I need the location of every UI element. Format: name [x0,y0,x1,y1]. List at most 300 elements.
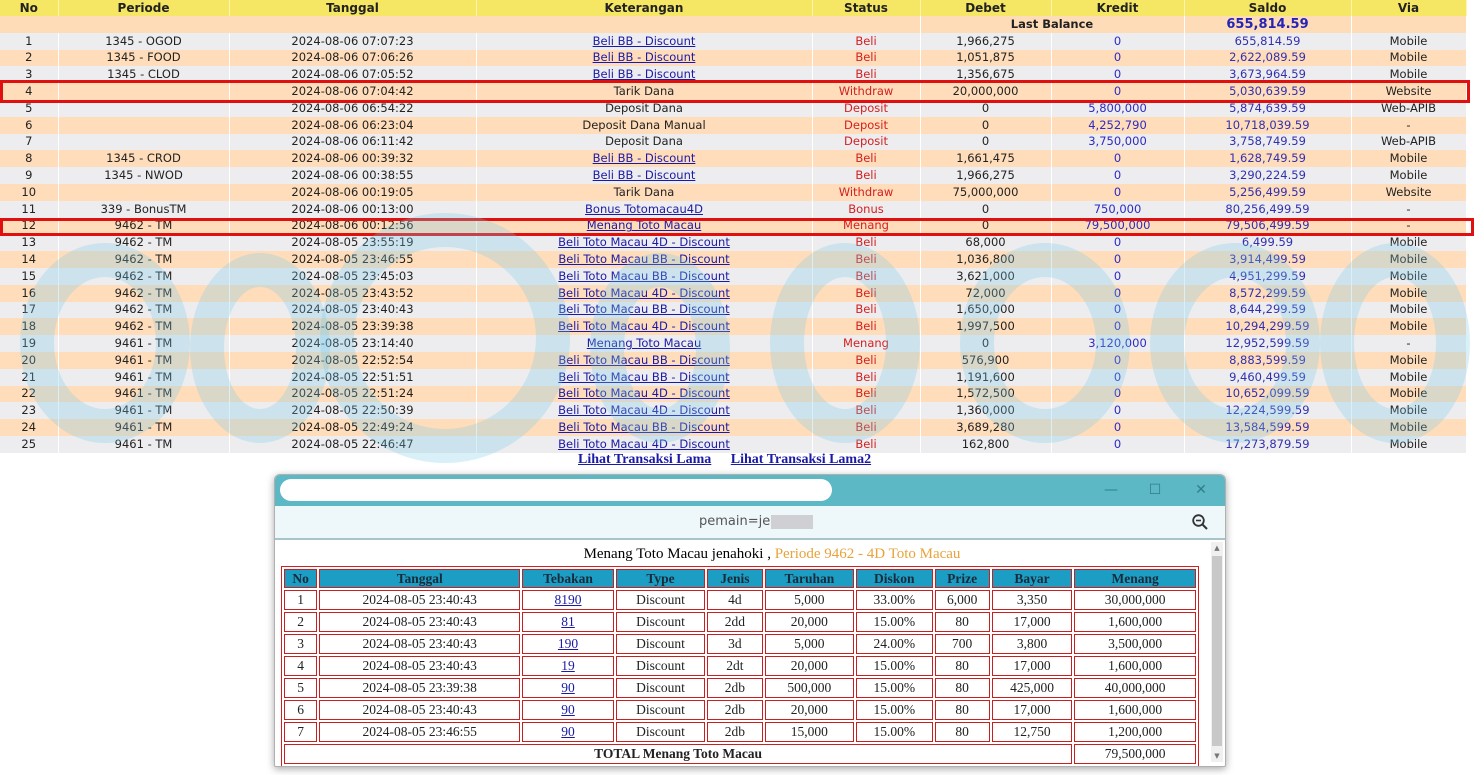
wcell-tanggal: 2024-08-05 23:39:38 [319,678,520,698]
table-row [0,33,1466,50]
wcell-tanggal: 2024-08-05 23:40:43 [319,590,520,610]
cell-saldo: 3,290,224.59 [1184,167,1351,184]
cell-via: Mobile [1351,33,1466,50]
cell-no: 19 [0,335,58,352]
table-row [0,83,1466,100]
close-button[interactable]: ✕ [1195,482,1207,498]
wcell-type: Discount [616,612,706,632]
cell-tanggal: 2024-08-06 07:04:42 [229,83,476,100]
wcol-no: No [284,569,317,588]
cell-saldo: 80,256,499.59 [1184,201,1351,218]
cell-via: - [1351,201,1466,218]
cell-via: Mobile [1351,167,1466,184]
cell-debet: 0 [920,201,1051,218]
cell-periode: 9462 - TM [58,302,229,319]
cell-debet: 1,661,475 [920,150,1051,167]
cell-periode: 339 - BonusTM [58,201,229,218]
cell-via: Mobile [1351,386,1466,403]
cell-debet: 72,000 [920,285,1051,302]
cell-kredit: 0 [1051,285,1184,302]
wcol-jenis: Jenis [707,569,762,588]
cell-no: 25 [0,436,58,453]
wcol-bayar: Bayar [992,569,1072,588]
cell-periode: 1345 - OGOD [58,33,229,50]
cell-keterangan: Deposit Dana [476,134,812,151]
cell-saldo: 8,883,599.59 [1184,352,1351,369]
cell-periode: 1345 - NWOD [58,167,229,184]
cell-no: 4 [0,83,58,100]
cell-no: 20 [0,352,58,369]
cell-keterangan: Tarik Dana [476,83,812,100]
cell-debet: 1,356,675 [920,66,1051,83]
cell-status: Beli [812,285,920,302]
cell-status: Beli [812,302,920,319]
cell-periode [58,117,229,134]
cell-periode: 9462 - TM [58,285,229,302]
wcell-taruhan: 5,000 [765,590,855,610]
table-row [0,201,1466,218]
cell-tanggal: 2024-08-05 23:39:38 [229,318,476,335]
tebakan-link[interactable]: 190 [557,636,579,651]
cell-kredit: 0 [1051,167,1184,184]
keterangan-link[interactable]: Beli Toto Macau 4D - Discount [558,319,730,334]
keterangan-link[interactable]: Beli Toto Macau BB - Discount [558,420,730,435]
cell-status: Bonus [812,201,920,218]
wcell-bayar: 12,750 [992,722,1072,742]
table-row [0,402,1466,419]
cell-periode: 1345 - CLOD [58,66,229,83]
keterangan-link[interactable]: Beli Toto Macau 4D - Discount [558,403,730,418]
cell-keterangan [476,386,812,403]
wcell-taruhan: 15,000 [765,722,855,742]
keterangan-link[interactable]: Beli Toto Macau BB - Discount [558,268,730,283]
cell-periode: 1345 - FOOD [58,50,229,67]
wcell-jenis: 2db [707,678,762,698]
cell-debet: 1,650,000 [920,302,1051,319]
keterangan-link[interactable]: Bonus Totomacau4D [585,201,703,216]
cell-debet: 0 [920,218,1051,235]
keterangan-link[interactable]: Beli Toto Macau 4D - Discount [558,436,730,451]
cell-tanggal: 2024-08-05 22:52:54 [229,352,476,369]
cell-debet: 576,900 [920,352,1051,369]
cell-no: 11 [0,201,58,218]
popup-scrollbar[interactable] [1211,542,1223,762]
cell-kredit: 0 [1051,436,1184,453]
wcell-bayar: 17,000 [992,656,1072,676]
cell-status: Menang [812,218,920,235]
older-transactions-links [578,452,887,468]
cell-debet: 1,572,500 [920,386,1051,403]
cell-kredit: 0 [1051,352,1184,369]
cell-tanggal: 2024-08-05 22:50:39 [229,402,476,419]
cell-keterangan [476,369,812,386]
winnings-row [284,612,1196,632]
wcol-tanggal: Tanggal [319,569,520,588]
cell-no: 12 [0,218,58,235]
wcol-tebakan: Tebakan [522,569,614,588]
cell-periode [58,134,229,151]
cell-no: 23 [0,402,58,419]
winnings-table [281,566,1199,766]
wcell-no: 7 [284,722,317,742]
cell-tanggal: 2024-08-06 07:07:23 [229,33,476,50]
wcol-prize: Prize [935,569,990,588]
cell-debet: 0 [920,117,1051,134]
cell-status: Beli [812,402,920,419]
wcell-diskon: 33.00% [856,590,932,610]
wcell-taruhan: 5,000 [765,634,855,654]
cell-no: 6 [0,117,58,134]
cell-via: Mobile [1351,318,1466,335]
cell-debet: 1,997,500 [920,318,1051,335]
cell-kredit: 0 [1051,234,1184,251]
cell-via: Mobile [1351,251,1466,268]
cell-no: 1 [0,33,58,50]
wcell-tanggal: 2024-08-05 23:40:43 [319,700,520,720]
wcell-diskon: 24.00% [856,634,932,654]
cell-tanggal: 2024-08-05 23:45:03 [229,268,476,285]
cell-tanggal: 2024-08-06 00:38:55 [229,167,476,184]
cell-kredit: 3,750,000 [1051,134,1184,151]
wcell-tebakan [522,612,614,632]
cell-kredit: 3,120,000 [1051,335,1184,352]
scroll-thumb[interactable] [1212,556,1222,746]
cell-periode: 9461 - TM [58,419,229,436]
cell-keterangan [476,33,812,50]
total-value: 79,500,000 [1074,744,1196,764]
col-debet: Debet [920,0,1051,16]
winnings-row [284,722,1196,742]
zoom-out-icon[interactable] [1191,513,1209,531]
wcell-tanggal: 2024-08-05 23:40:43 [319,656,520,676]
last-balance-label: Last Balance [920,16,1184,33]
wcell-no: 4 [284,656,317,676]
table-row [0,436,1466,453]
col-kredit: Kredit [1051,0,1184,16]
tebakan-link[interactable]: 90 [561,702,575,717]
cell-no: 21 [0,369,58,386]
heading-periode: Periode 9462 - 4D Toto Macau [774,546,961,562]
tebakan-link[interactable]: 8190 [554,592,582,607]
wcell-prize: 80 [935,678,990,698]
minimize-button[interactable]: — [1104,482,1118,498]
table-row [0,386,1466,403]
keterangan-link[interactable]: Beli Toto Macau 4D - Discount [558,235,730,250]
popup-title-field [280,479,832,501]
cell-no: 10 [0,184,58,201]
cell-periode: 9462 - TM [58,218,229,235]
cell-periode: 1345 - CROD [58,150,229,167]
keterangan-link[interactable]: Beli Toto Macau 4D - Discount [558,285,730,300]
col-keterangan: Keterangan [476,0,812,16]
total-row [284,744,1196,764]
cell-via: Web-APIB [1351,100,1466,117]
wcell-taruhan: 20,000 [765,656,855,676]
table-row [0,335,1466,352]
redacted-mask [771,515,813,529]
cell-periode: 9461 - TM [58,436,229,453]
wcell-taruhan: 500,000 [765,678,855,698]
keterangan-link[interactable]: Menang Toto Macau [586,218,702,233]
keterangan-link[interactable]: Beli BB - Discount [592,33,696,48]
col-periode: Periode [58,0,229,16]
cell-keterangan [476,302,812,319]
keterangan-link[interactable]: Beli Toto Macau BB - Discount [558,252,730,267]
cell-no: 16 [0,285,58,302]
cell-via: Mobile [1351,268,1466,285]
cell-saldo: 5,874,639.59 [1184,100,1351,117]
cell-status: Beli [812,234,920,251]
col-via: Via [1351,0,1466,16]
cell-tanggal: 2024-08-06 07:06:26 [229,50,476,67]
cell-no: 8 [0,150,58,167]
wcell-prize: 80 [935,722,990,742]
wcell-menang: 40,000,000 [1074,678,1196,698]
cell-via: Mobile [1351,402,1466,419]
table-row [0,352,1466,369]
cell-status: Beli [812,268,920,285]
cell-via: - [1351,117,1466,134]
cell-no: 15 [0,268,58,285]
wcol-diskon: Diskon [856,569,932,588]
scroll-up-icon[interactable]: ▲ [1214,544,1220,552]
wcell-menang: 1,200,000 [1074,722,1196,742]
popup-address-bar[interactable] [275,506,1225,540]
table-row [0,66,1466,83]
keterangan-link[interactable]: Menang Toto Macau [586,336,702,351]
wcol-menang: Menang [1074,569,1196,588]
cell-kredit: 0 [1051,402,1184,419]
keterangan-link[interactable]: Beli Toto Macau 4D - Discount [558,386,730,401]
cell-periode: 9462 - TM [58,268,229,285]
wcell-diskon: 15.00% [856,656,932,676]
cell-debet: 1,051,875 [920,50,1051,67]
cell-debet: 3,689,280 [920,419,1051,436]
cell-status: Beli [812,33,920,50]
cell-periode: 9461 - TM [58,335,229,352]
cell-kredit: 4,252,790 [1051,117,1184,134]
wcell-tanggal: 2024-08-05 23:40:43 [319,612,520,632]
cell-keterangan [476,335,812,352]
winnings-row [284,634,1196,654]
wcell-no: 1 [284,590,317,610]
cell-status: Beli [812,318,920,335]
cell-keterangan [476,150,812,167]
cell-via: Website [1351,83,1466,100]
wcell-bayar: 425,000 [992,678,1072,698]
wcell-tebakan [522,656,614,676]
keterangan-link[interactable]: Beli Toto Macau BB - Discount [558,369,730,384]
cell-status: Beli [812,369,920,386]
table-row [0,50,1466,67]
cell-status: Beli [812,352,920,369]
cell-debet: 0 [920,335,1051,352]
keterangan-link[interactable]: Beli BB - Discount [592,50,696,65]
col-no: No [0,0,58,16]
wcell-type: Discount [616,700,706,720]
wcell-bayar: 3,350 [992,590,1072,610]
wcell-type: Discount [616,722,706,742]
wcell-menang: 1,600,000 [1074,612,1196,632]
wcell-tebakan [522,700,614,720]
last-balance-row [0,16,1466,33]
cell-via: Mobile [1351,369,1466,386]
tebakan-link[interactable]: 19 [561,658,575,673]
cell-tanggal: 2024-08-06 00:39:32 [229,150,476,167]
cell-tanggal: 2024-08-06 00:12:56 [229,218,476,235]
wcell-no: 3 [284,634,317,654]
cell-saldo: 13,584,599.59 [1184,419,1351,436]
cell-via: - [1351,335,1466,352]
cell-kredit: 0 [1051,33,1184,50]
cell-status: Beli [812,436,920,453]
cell-debet: 3,621,000 [920,268,1051,285]
cell-debet: 75,000,000 [920,184,1051,201]
table-row [0,302,1466,319]
wcell-jenis: 2db [707,700,762,720]
wcell-bayar: 3,800 [992,634,1072,654]
wcell-type: Discount [616,590,706,610]
wcell-prize: 700 [935,634,990,654]
wcell-jenis: 2db [707,722,762,742]
cell-debet: 162,800 [920,436,1051,453]
cell-via: Mobile [1351,150,1466,167]
cell-keterangan: Deposit Dana Manual [476,117,812,134]
wcell-prize: 80 [935,656,990,676]
wcell-bayar: 17,000 [992,612,1072,632]
cell-saldo: 4,951,299.59 [1184,268,1351,285]
cell-saldo: 10,718,039.59 [1184,117,1351,134]
wcell-taruhan: 20,000 [765,612,855,632]
cell-saldo: 8,572,299.59 [1184,285,1351,302]
cell-no: 5 [0,100,58,117]
table-header [0,0,1466,16]
col-status: Status [812,0,920,16]
table-row [0,150,1466,167]
wcell-menang: 1,600,000 [1074,700,1196,720]
cell-status: Beli [812,66,920,83]
cell-kredit: 750,000 [1051,201,1184,218]
table-row [0,251,1466,268]
cell-keterangan [476,251,812,268]
col-tanggal: Tanggal [229,0,476,16]
popup-titlebar[interactable] [275,475,1225,506]
cell-keterangan [476,201,812,218]
table-row [0,134,1466,151]
cell-keterangan [476,234,812,251]
cell-no: 9 [0,167,58,184]
keterangan-link[interactable]: Beli Toto Macau BB - Discount [558,352,730,367]
older-transactions-link[interactable]: Lihat Transaksi Lama [578,452,712,467]
cell-saldo: 5,030,639.59 [1184,83,1351,100]
wcell-menang: 1,600,000 [1074,656,1196,676]
cell-periode: 9461 - TM [58,352,229,369]
address-text [699,514,813,529]
wcell-menang: 30,000,000 [1074,590,1196,610]
cell-status: Deposit [812,117,920,134]
wcell-jenis: 2dt [707,656,762,676]
cell-kredit: 0 [1051,369,1184,386]
cell-keterangan [476,419,812,436]
cell-tanggal: 2024-08-05 23:14:40 [229,335,476,352]
winnings-row [284,656,1196,676]
cell-kredit: 0 [1051,150,1184,167]
cell-status: Withdraw [812,83,920,100]
cell-kredit: 5,800,000 [1051,100,1184,117]
table-row [0,369,1466,386]
table-row [0,167,1466,184]
popup-window [274,474,1226,767]
cell-via: Website [1351,184,1466,201]
cell-keterangan [476,268,812,285]
cell-keterangan [476,285,812,302]
maximize-button[interactable]: ☐ [1148,482,1162,498]
tebakan-link[interactable]: 81 [561,614,575,629]
cell-periode: 9462 - TM [58,234,229,251]
cell-kredit: 0 [1051,83,1184,100]
wcell-tebakan [522,722,614,742]
cell-status: Beli [812,167,920,184]
cell-debet: 1,966,275 [920,167,1051,184]
wcell-diskon: 15.00% [856,722,932,742]
tebakan-link[interactable]: 90 [561,724,575,739]
cell-status: Beli [812,386,920,403]
cell-periode: 9461 - TM [58,369,229,386]
cell-via: Web-APIB [1351,134,1466,151]
cell-via: Mobile [1351,419,1466,436]
cell-status: Deposit [812,134,920,151]
cell-tanggal: 2024-08-05 22:51:51 [229,369,476,386]
cell-kredit: 0 [1051,184,1184,201]
tebakan-link[interactable]: 90 [561,680,575,695]
cell-no: 17 [0,302,58,319]
cell-tanggal: 2024-08-05 23:40:43 [229,302,476,319]
keterangan-link[interactable]: Beli BB - Discount [592,67,696,82]
cell-keterangan [476,318,812,335]
cell-via: Mobile [1351,66,1466,83]
cell-periode: 9462 - TM [58,318,229,335]
wcell-jenis: 3d [707,634,762,654]
wcell-prize: 80 [935,700,990,720]
cell-debet: 1,191,600 [920,369,1051,386]
wcell-no: 5 [284,678,317,698]
cell-kredit: 0 [1051,386,1184,403]
cell-saldo: 655,814.59 [1184,33,1351,50]
scroll-down-icon[interactable]: ▼ [1214,752,1220,760]
cell-kredit: 0 [1051,302,1184,319]
cell-keterangan [476,66,812,83]
cell-tanggal: 2024-08-06 06:54:22 [229,100,476,117]
cell-tanggal: 2024-08-06 07:05:52 [229,66,476,83]
popup-heading [275,546,1209,566]
cell-saldo: 12,224,599.59 [1184,402,1351,419]
cell-kredit: 0 [1051,66,1184,83]
cell-debet: 1,360,000 [920,402,1051,419]
keterangan-link[interactable]: Beli BB - Discount [592,151,696,166]
cell-kredit: 0 [1051,419,1184,436]
cell-saldo: 17,273,879.59 [1184,436,1351,453]
older-transactions-link-2[interactable]: Lihat Transaksi Lama2 [730,452,872,467]
wcell-diskon: 15.00% [856,700,932,720]
cell-saldo: 3,914,499.59 [1184,251,1351,268]
cell-tanggal: 2024-08-05 22:46:47 [229,436,476,453]
cell-periode [58,100,229,117]
cell-via: Mobile [1351,285,1466,302]
keterangan-link[interactable]: Beli Toto Macau BB - Discount [558,302,730,317]
cell-via: Mobile [1351,50,1466,67]
keterangan-link[interactable]: Beli BB - Discount [592,168,696,183]
cell-tanggal: 2024-08-05 22:51:24 [229,386,476,403]
